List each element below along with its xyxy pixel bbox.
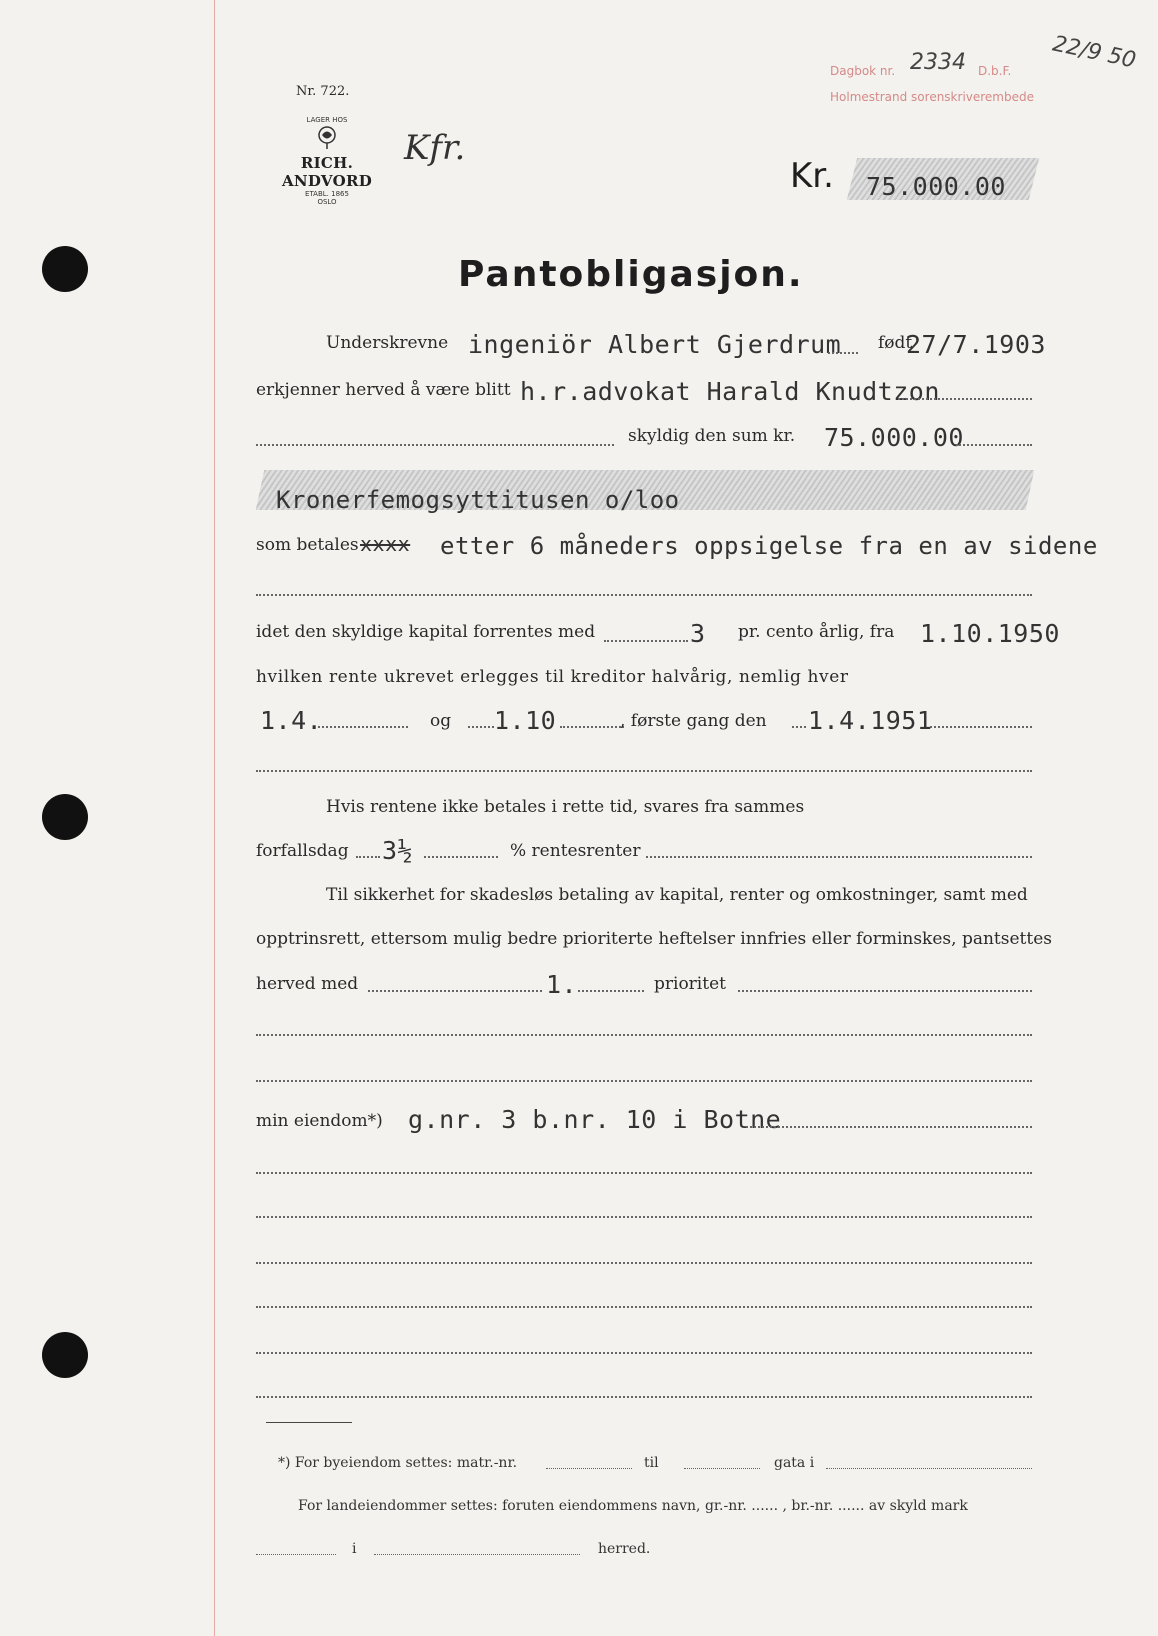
dots bbox=[374, 1554, 580, 1555]
punch-hole-middle bbox=[42, 794, 88, 840]
dots bbox=[318, 726, 408, 728]
dots bbox=[604, 640, 688, 642]
dots bbox=[256, 1306, 1032, 1308]
compound-interest-label: % rentesrenter bbox=[510, 841, 641, 861]
dots bbox=[356, 856, 380, 858]
debtor-name: ingeniör Albert Gjerdrum bbox=[468, 330, 842, 359]
dots bbox=[424, 856, 498, 858]
stamp-line1: Dagbok nr. bbox=[830, 64, 896, 78]
dots bbox=[828, 352, 858, 354]
dots bbox=[256, 444, 614, 446]
amount-box-value: 75.000.00 bbox=[866, 172, 1006, 201]
dots bbox=[468, 726, 494, 728]
creditor-name: h.r.advokat Harald Knudtzon bbox=[520, 377, 940, 406]
payable-label: som betales bbox=[256, 535, 359, 555]
sum-figures: 75.000.00 bbox=[824, 423, 964, 452]
property-label: min eiendom*) bbox=[256, 1111, 383, 1131]
property-description: g.nr. 3 b.nr. 10 i Botne bbox=[408, 1105, 782, 1134]
dots bbox=[368, 990, 542, 992]
first-payment-date: 1.4.1951 bbox=[808, 706, 933, 735]
dots bbox=[256, 1216, 1032, 1218]
stamp-dbf: D.b.F. bbox=[978, 64, 1012, 78]
due-date-1: 1.4. bbox=[260, 706, 323, 735]
born-label: født bbox=[878, 333, 913, 353]
initials-signature: Kfr. bbox=[404, 128, 466, 168]
per-cent-label: pr. cento årlig, fra bbox=[738, 622, 895, 642]
publisher-top: LAGER HOS bbox=[306, 116, 348, 124]
publisher-name: RICH. ANDVORD bbox=[281, 154, 373, 190]
publisher-estab: ETABL. 1865 bbox=[305, 190, 349, 198]
stamp-line2: Holmestrand sorenskriverembede bbox=[830, 90, 1034, 104]
document-title: Pantobligasjon. bbox=[458, 254, 804, 295]
acknowledge-label: erkjenner herved å være blitt bbox=[256, 380, 511, 400]
footnote-line3-b: herred. bbox=[598, 1541, 651, 1557]
publisher-logo bbox=[256, 116, 398, 206]
dots bbox=[256, 1352, 1032, 1354]
payment-terms: etter 6 måneders oppsigelse fra en av sidene bbox=[440, 532, 1098, 560]
owing-label: skyldig den sum kr. bbox=[628, 426, 796, 446]
dots bbox=[930, 726, 1032, 728]
undersigned-label: Underskrevne bbox=[326, 333, 449, 353]
dots bbox=[256, 1396, 1032, 1398]
interest-label: idet den skyldige kapital forrentes med bbox=[256, 622, 596, 642]
form-number: Nr. 722. bbox=[296, 84, 350, 99]
dots bbox=[898, 398, 1032, 400]
dots bbox=[256, 1034, 1032, 1036]
priority-number: 1. bbox=[546, 970, 578, 999]
dots bbox=[738, 990, 1032, 992]
footnote-line1-b: til bbox=[644, 1455, 659, 1471]
dots bbox=[826, 1468, 1032, 1469]
footnote-rule bbox=[266, 1422, 352, 1423]
stamp-date: 22/9 50 bbox=[1050, 31, 1139, 74]
dots bbox=[792, 726, 806, 728]
dots bbox=[256, 1080, 1032, 1082]
footnote-line1-c: gata i bbox=[774, 1455, 815, 1471]
sum-words: Kronerfemogsyttitusen o/loo bbox=[276, 486, 680, 514]
dots bbox=[684, 1468, 760, 1469]
footnote-line3-a: i bbox=[352, 1541, 357, 1557]
dots bbox=[256, 1262, 1032, 1264]
dots bbox=[256, 1172, 1032, 1174]
penalty-intro: Hvis rentene ikke betales i rette tid, svares fra sammes bbox=[326, 797, 805, 817]
first-time-label: , første gang den bbox=[620, 711, 767, 731]
interest-from-date: 1.10.1950 bbox=[920, 619, 1060, 648]
dots bbox=[646, 856, 1032, 858]
dots bbox=[546, 1468, 632, 1469]
journal-number: 2334 bbox=[910, 50, 966, 75]
penalty-rate: 3½ bbox=[382, 836, 414, 865]
due-day-label: forfallsdag bbox=[256, 841, 349, 861]
dots bbox=[256, 770, 1032, 772]
priority-label: prioritet bbox=[654, 974, 726, 994]
dots bbox=[956, 444, 1032, 446]
struck-text: xxxx bbox=[360, 532, 411, 556]
dots bbox=[256, 1554, 336, 1555]
interest-rate: 3 bbox=[690, 619, 706, 648]
footnote-line2: For landeiendommer settes: foruten eiendommens navn, gr.-nr. ...... , br.-nr. ...... av skyld mark bbox=[298, 1498, 968, 1514]
punch-hole-top bbox=[42, 246, 88, 292]
and-label: og bbox=[430, 711, 452, 731]
punch-hole-bottom bbox=[42, 1332, 88, 1378]
herewith-label: herved med bbox=[256, 974, 359, 994]
dots bbox=[256, 594, 1032, 596]
dots bbox=[578, 990, 644, 992]
dots bbox=[746, 1126, 1032, 1128]
security-text-1: Til sikkerhet for skadesløs betaling av kapital, renter og omkostninger, samt med bbox=[326, 885, 1028, 905]
born-date: 27/7.1903 bbox=[906, 330, 1046, 359]
dots bbox=[560, 726, 624, 728]
semiannual-label: hvilken rente ukrevet erlegges til kreditor halvårig, nemlig hver bbox=[256, 667, 849, 687]
due-date-2: 1.10 bbox=[494, 706, 557, 735]
amount-label: Kr. bbox=[790, 156, 834, 196]
security-text-2: opptrinsrett, ettersom mulig bedre prioriterte heftelser innfries eller forminskes, pantsettes bbox=[256, 929, 1052, 949]
red-margin-line bbox=[214, 0, 215, 1636]
publisher-emblem-icon bbox=[312, 124, 342, 150]
footnote-line1-a: *) For byeiendom settes: matr.-nr. bbox=[278, 1455, 518, 1471]
publisher-city: OSLO bbox=[317, 198, 337, 206]
